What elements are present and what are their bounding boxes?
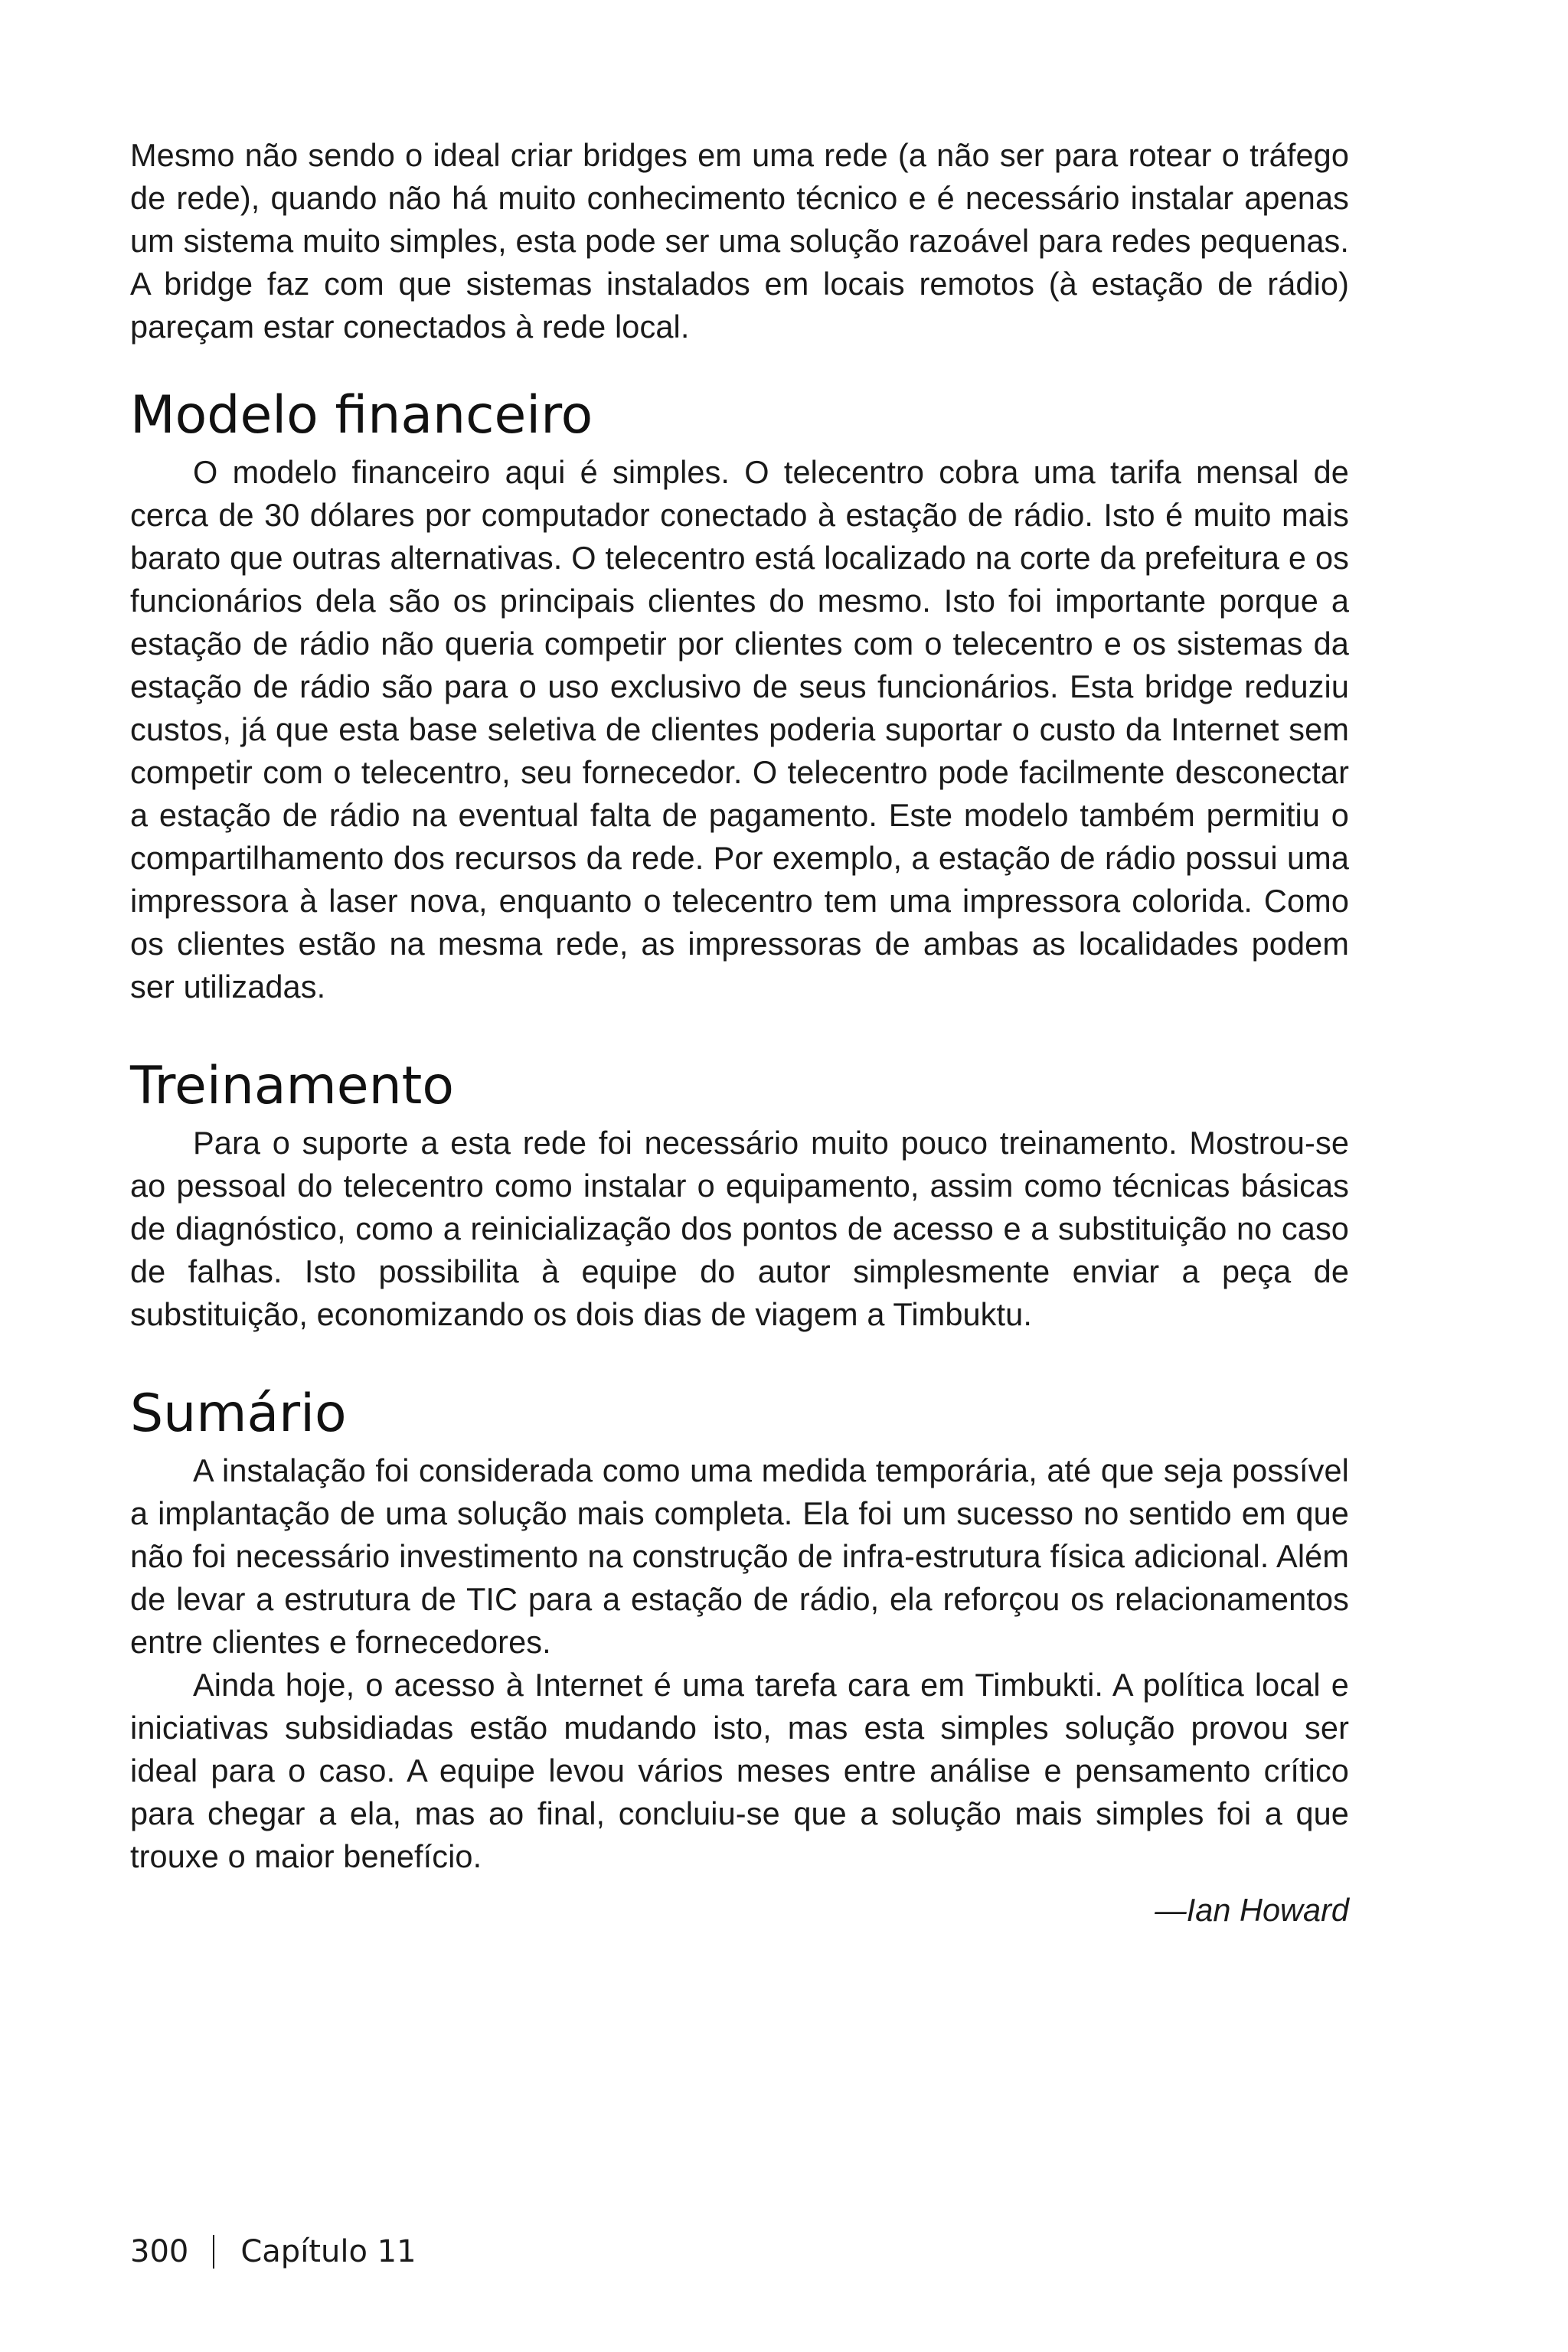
section-paragraph: O modelo financeiro aqui é simples. O telecentro cobra uma tarifa mensal de cerca de 30 dólares por computador conectado à estação de rádio. Isto é muito mais barato que outras alternativas. O telecentro está localizado na corte da prefeitura e os funcionários dela são os principais clientes do mesmo. Isto foi importante porque a estação de rádio não queria competir por clientes com o telecentro e os sistemas da estação de rádio são para o uso exclusivo de seus funcionários. Esta bridge reduziu custos, já que esta base seletiva de clientes poderia suportar o custo da Internet sem competir com o telecentro, seu fornecedor. O telecentro pode facilmente desconectar a estação de rádio na eventual falta de pagamento. Este modelo também permitiu o compartilhamento dos recursos da rede. Por exemplo, a estação de rádio possui uma impressora à laser nova, enquanto o telecentro tem uma impressora colorida. Como os clientes estão na mesma rede, as impressoras de ambas as localidades podem ser utilizadas.: [130, 454, 1349, 1004]
page-body: [130, 134, 1349, 1932]
section-heading-treinamento: Treinamento: [130, 1056, 454, 1116]
section-heading-modelo-financeiro: Modelo financeiro: [130, 385, 593, 446]
section-heading-sumario: Sumário: [130, 1383, 347, 1444]
section-paragraph: Ainda hoje, o acesso à Internet é uma tarefa cara em Timbukti. A política local e iniciativas subsidiadas estão mudando isto, mas esta simples solução provou ser ideal para o caso. A equipe levou vários meses entre análise e pensamento crítico para chegar a ela, mas ao final, concluiu-se que a solução mais simples foi a que trouxe o maior benefício.: [130, 1667, 1349, 1874]
section-paragraph: Para o suporte a esta rede foi necessário muito pouco treinamento. Mostrou-se ao pessoal do telecentro como instalar o equipamento, assim como técnicas básicas de diagnóstico, como a reinicialização dos pontos de acesso e a substituição no caso de falhas. Isto possibilita à equipe do autor simplesmente enviar a peça de substituição, economizando os dois dias de viagem a Timbuktu.: [130, 1125, 1349, 1332]
footer-divider: [213, 2235, 214, 2269]
chapter-label: Capítulo 11: [240, 2234, 416, 2269]
author-signature: —Ian Howard: [1155, 1892, 1349, 1928]
page-number: 300: [130, 2234, 189, 2269]
page-footer: [130, 2233, 416, 2271]
intro-paragraph: Mesmo não sendo o ideal criar bridges em uma rede (a não ser para rotear o tráfego de rede), quando não há muito conhecimento técnico e é necessário instalar apenas um sistema muito simples, esta pode ser uma solução razoável para redes pequenas. A bridge faz com que sistemas instalados em locais remotos (à estação de rádio) pareçam estar conectados à rede local.: [130, 137, 1349, 345]
section-paragraph: A instalação foi considerada como uma medida temporária, até que seja possível a implantação de uma solução mais completa. Ela foi um sucesso no sentido em que não foi necessário investimento na construção de infra-estrutura física adicional. Além de levar a estrutura de TIC para a estação de rádio, ela reforçou os relacionamentos entre clientes e fornecedores.: [130, 1452, 1349, 1660]
